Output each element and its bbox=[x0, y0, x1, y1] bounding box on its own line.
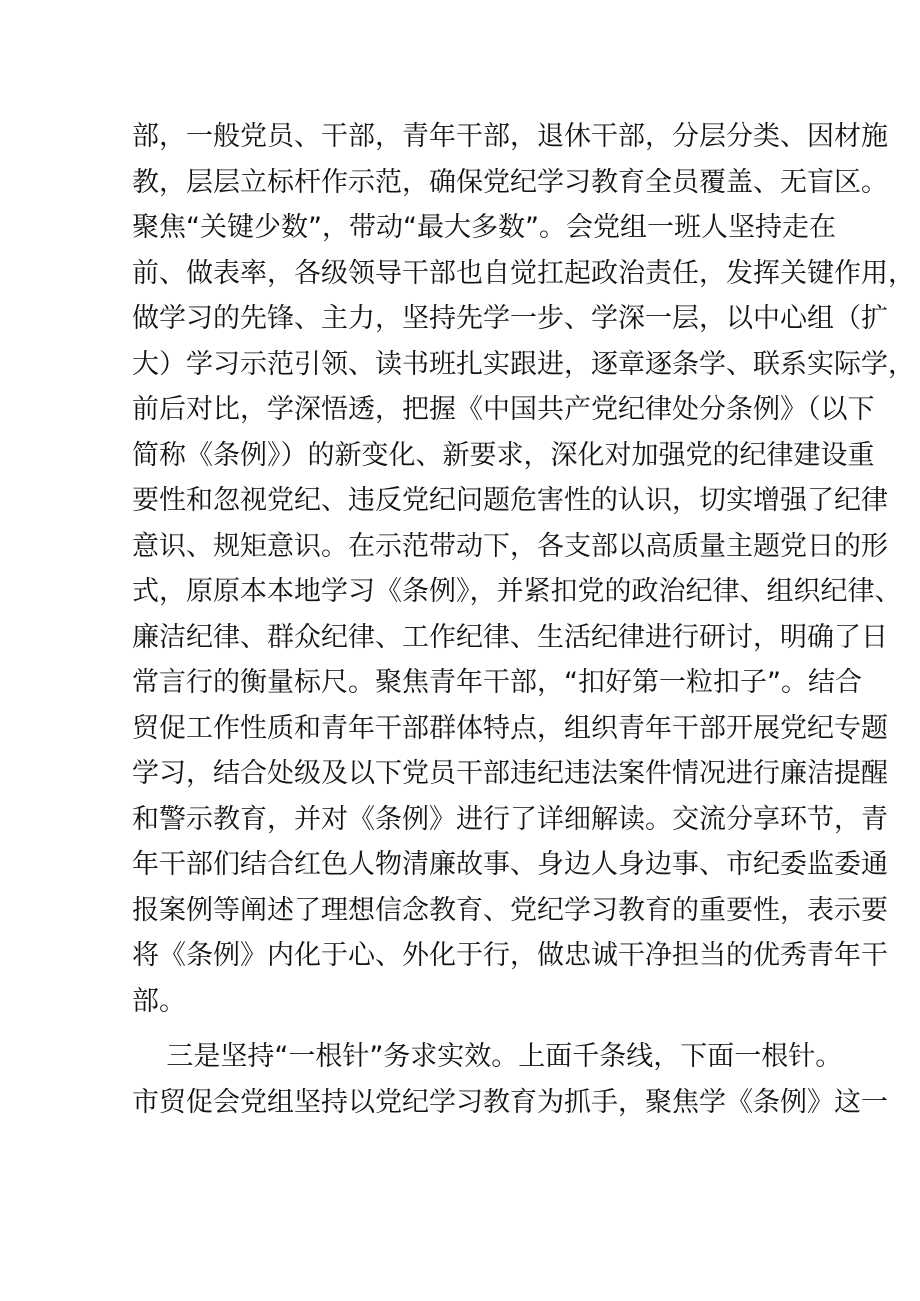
text-line: 意识、规矩意识。在示范带动下，各支部以高质量主题党日的形 bbox=[132, 530, 888, 562]
text-line: 前后对比，学深悟透，把握《中国共产党纪律处分条例》（以下 bbox=[132, 394, 875, 425]
text-line: 报案例等阐述了理想信念教育、党纪学习教育的重要性，表示要 bbox=[132, 894, 888, 926]
text-line: 和警示教育，并对《条例》进行了详细解读。交流分享环节，青 bbox=[132, 803, 888, 835]
text-line: 式，原原本本地学习《条例》，并紧扣党的政治纪律、组织纪律、 bbox=[132, 576, 902, 607]
text-line: 廉洁纪律、群众纪律、工作纪律、生活纪律进行研讨，明确了日 bbox=[132, 621, 888, 653]
text-line: 做学习的先锋、主力，坚持先学一步、学深一层，以中心组（扩 bbox=[132, 303, 888, 334]
text-line: 教，层层立标杆作示范，确保党纪学习教育全员覆盖、无盲区。 bbox=[132, 166, 888, 198]
text-line: 大）学习示范引领、读书班扎实跟进，逐章逐条学、联系实际学， bbox=[132, 348, 915, 380]
paragraph-start-line: 三是坚持“一根针”务求实效。上面千条线，下面一根针。 bbox=[132, 1041, 843, 1072]
text-line: 简称《条例》）的新变化、新要求，深化对加强党的纪律建设重 bbox=[132, 439, 875, 471]
text-line: 市贸促会党组坚持以党纪学习教育为抓手，聚焦学《条例》这一 bbox=[132, 1086, 888, 1118]
text-line: 聚焦“关键少数”，带动“最大多数”。会党组一班人坚持走在 bbox=[132, 212, 836, 243]
text-line: 要性和忽视党纪、违反党纪问题危害性的认识，切实增强了纪律 bbox=[132, 485, 888, 516]
text-line: 部，一般党员、干部，青年干部，退休干部，分层分类、因材施 bbox=[132, 121, 888, 152]
text-line: 学习，结合处级及以下党员干部违纪违法案件情况进行廉洁提醒 bbox=[132, 758, 888, 789]
body-text bbox=[132, 114, 915, 1125]
text-line: 部。 bbox=[132, 985, 186, 1017]
text-line: 常言行的衡量标尺。聚焦青年干部，“扣好第一粒扣子”。结合 bbox=[132, 667, 862, 698]
text-line: 将《条例》内化于心、外化于行，做忠诚干净担当的优秀青年干 bbox=[132, 940, 888, 971]
text-line: 贸促工作性质和青年干部群体特点，组织青年干部开展党纪专题 bbox=[132, 712, 888, 744]
text-line: 年干部们结合红色人物清廉故事、身边人身边事、市纪委监委通 bbox=[132, 849, 888, 880]
text-line: 前、做表率，各级领导干部也自觉扛起政治责任，发挥关键作用， bbox=[132, 257, 915, 289]
